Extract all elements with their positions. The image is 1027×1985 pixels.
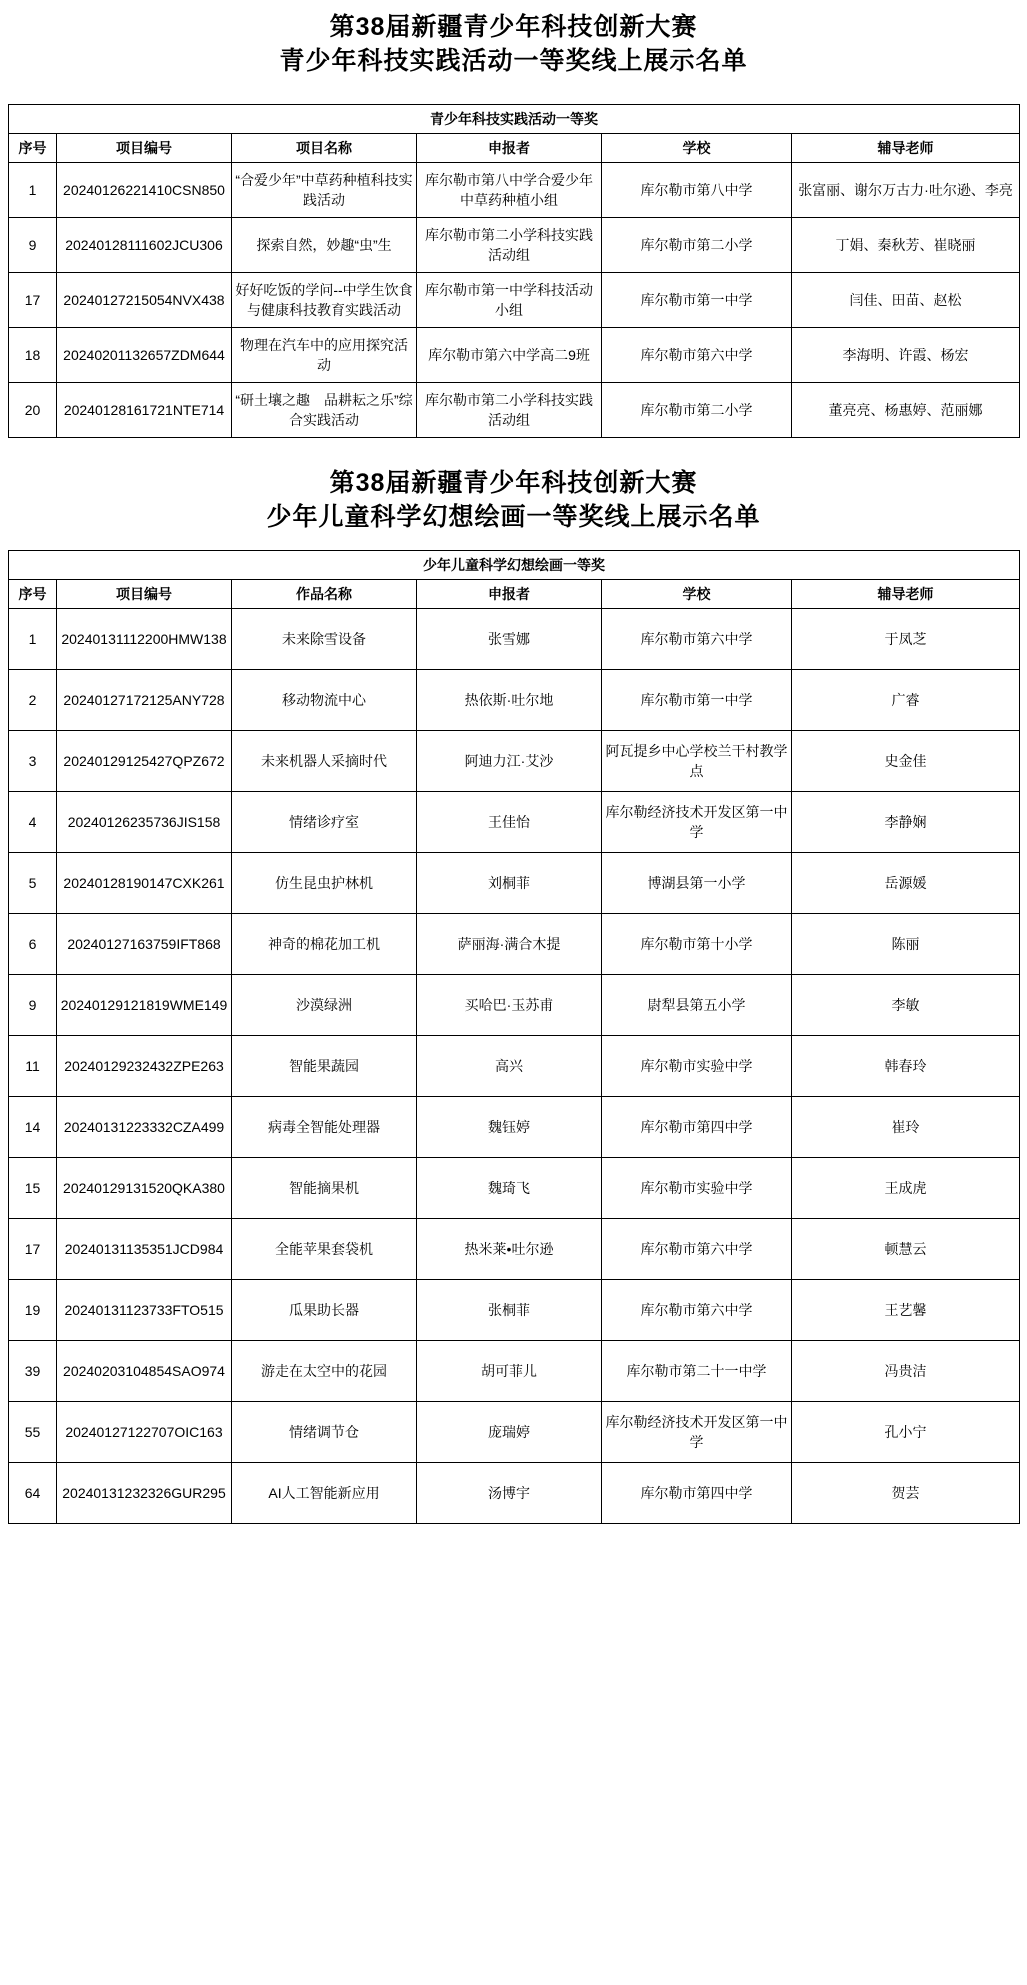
row-school: 库尔勒市第一中学 — [602, 670, 792, 731]
painting-header-seq: 序号 — [9, 580, 57, 609]
row-applicant: 热米莱•吐尔逊 — [417, 1219, 602, 1280]
section2-title-line2: 少年儿童科学幻想绘画一等奖线上展示名单 — [266, 503, 761, 531]
row-school: 库尔勒市第一中学 — [602, 273, 792, 328]
painting-table-header-row — [9, 580, 1020, 609]
section1-title — [8, 0, 1019, 78]
row-seq: 55 — [9, 1402, 57, 1463]
row-applicant: 库尔勒市第六中学高二9班 — [417, 328, 602, 383]
section2-title — [8, 456, 1019, 534]
table-row — [9, 383, 1020, 438]
table-row — [9, 1341, 1020, 1402]
practice-header-teacher: 辅导老师 — [792, 134, 1020, 163]
row-code: 20240127215054NVX438 — [57, 273, 232, 328]
row-school: 库尔勒经济技术开发区第一中学 — [602, 792, 792, 853]
row-code: 20240129121819WME149 — [57, 975, 232, 1036]
row-teacher: 陈丽 — [792, 914, 1020, 975]
practice-award-table — [8, 104, 1020, 438]
row-teacher: 李静娴 — [792, 792, 1020, 853]
table-row — [9, 218, 1020, 273]
row-seq: 17 — [9, 1219, 57, 1280]
row-teacher: 冯贵洁 — [792, 1341, 1020, 1402]
row-seq: 64 — [9, 1463, 57, 1524]
row-school: 库尔勒市第八中学 — [602, 163, 792, 218]
table-row — [9, 914, 1020, 975]
table-row — [9, 1097, 1020, 1158]
row-school: 库尔勒经济技术开发区第一中学 — [602, 1402, 792, 1463]
row-applicant: 王佳怡 — [417, 792, 602, 853]
row-code: 20240126235736JIS158 — [57, 792, 232, 853]
section1-title-line1: 第38届新疆青少年科技创新大赛 — [329, 13, 698, 41]
row-teacher: 董亮亮、杨惠婷、范丽娜 — [792, 383, 1020, 438]
row-work-name: 瓜果助长器 — [232, 1280, 417, 1341]
row-school: 库尔勒市实验中学 — [602, 1036, 792, 1097]
row-work-name: 情绪调节仓 — [232, 1402, 417, 1463]
table-row — [9, 792, 1020, 853]
painting-header-teacher: 辅导老师 — [792, 580, 1020, 609]
practice-header-code: 项目编号 — [57, 134, 232, 163]
row-work-name: 智能果蔬园 — [232, 1036, 417, 1097]
practice-header-seq: 序号 — [9, 134, 57, 163]
row-seq: 9 — [9, 218, 57, 273]
table-row — [9, 1463, 1020, 1524]
row-teacher: 岳源媛 — [792, 853, 1020, 914]
row-teacher: 王成虎 — [792, 1158, 1020, 1219]
row-project-name: 探索自然，妙趣“虫”生 — [232, 218, 417, 273]
row-school: 库尔勒市第六中学 — [602, 1280, 792, 1341]
practice-table-banner-row — [9, 105, 1020, 134]
row-seq: 3 — [9, 731, 57, 792]
row-teacher: 史金佳 — [792, 731, 1020, 792]
table-row — [9, 273, 1020, 328]
row-teacher: 李海明、许霞、杨宏 — [792, 328, 1020, 383]
row-work-name: 智能摘果机 — [232, 1158, 417, 1219]
row-work-name: 游走在太空中的花园 — [232, 1341, 417, 1402]
row-code: 20240128111602JCU306 — [57, 218, 232, 273]
row-project-name: 物理在汽车中的应用探究活动 — [232, 328, 417, 383]
row-teacher: 王艺馨 — [792, 1280, 1020, 1341]
row-code: 20240131123733FTO515 — [57, 1280, 232, 1341]
row-teacher: 崔玲 — [792, 1097, 1020, 1158]
row-school: 库尔勒市第六中学 — [602, 328, 792, 383]
row-school: 库尔勒市第十小学 — [602, 914, 792, 975]
row-school: 博湖县第一小学 — [602, 853, 792, 914]
row-seq: 1 — [9, 163, 57, 218]
row-applicant: 张桐菲 — [417, 1280, 602, 1341]
row-seq: 1 — [9, 609, 57, 670]
practice-table-header-row — [9, 134, 1020, 163]
row-work-name: 全能苹果套袋机 — [232, 1219, 417, 1280]
row-code: 20240127122707OIC163 — [57, 1402, 232, 1463]
row-code: 20240128161721NTE714 — [57, 383, 232, 438]
table-row — [9, 1158, 1020, 1219]
row-school: 库尔勒市实验中学 — [602, 1158, 792, 1219]
practice-header-school: 学校 — [602, 134, 792, 163]
row-work-name: 仿生昆虫护林机 — [232, 853, 417, 914]
row-applicant: 库尔勒市第二小学科技实践活动组 — [417, 383, 602, 438]
table-row — [9, 609, 1020, 670]
row-school: 库尔勒市第二小学 — [602, 218, 792, 273]
row-applicant: 买哈巴·玉苏甫 — [417, 975, 602, 1036]
row-seq: 15 — [9, 1158, 57, 1219]
row-seq: 18 — [9, 328, 57, 383]
row-code: 20240127172125ANY728 — [57, 670, 232, 731]
row-code: 20240131135351JCD984 — [57, 1219, 232, 1280]
row-applicant: 汤博宇 — [417, 1463, 602, 1524]
table-row — [9, 731, 1020, 792]
row-code: 20240131223332CZA499 — [57, 1097, 232, 1158]
practice-table-banner: 青少年科技实践活动一等奖 — [9, 105, 1020, 134]
painting-header-applicant: 申报者 — [417, 580, 602, 609]
section1-title-line2: 青少年科技实践活动一等奖线上展示名单 — [279, 47, 748, 75]
row-seq: 9 — [9, 975, 57, 1036]
row-work-name: 情绪诊疗室 — [232, 792, 417, 853]
table-row — [9, 853, 1020, 914]
row-seq: 6 — [9, 914, 57, 975]
table-row — [9, 1036, 1020, 1097]
row-school: 库尔勒市第二十一中学 — [602, 1341, 792, 1402]
table-row — [9, 1280, 1020, 1341]
row-teacher: 李敏 — [792, 975, 1020, 1036]
painting-header-code: 项目编号 — [57, 580, 232, 609]
row-code: 20240131112200HMW138 — [57, 609, 232, 670]
row-seq: 4 — [9, 792, 57, 853]
row-project-name: “合爱少年”中草药种植科技实践活动 — [232, 163, 417, 218]
row-seq: 20 — [9, 383, 57, 438]
painting-award-table — [8, 550, 1020, 1524]
row-applicant: 库尔勒市第一中学科技活动小组 — [417, 273, 602, 328]
row-teacher: 张富丽、谢尔万古力·吐尔逊、李亮 — [792, 163, 1020, 218]
row-project-name: 好好吃饭的学问--中学生饮食与健康科技教育实践活动 — [232, 273, 417, 328]
painting-header-work-name: 作品名称 — [232, 580, 417, 609]
row-school: 库尔勒市第四中学 — [602, 1097, 792, 1158]
row-teacher: 广睿 — [792, 670, 1020, 731]
row-code: 20240126221410CSN850 — [57, 163, 232, 218]
row-school: 库尔勒市第二小学 — [602, 383, 792, 438]
row-teacher: 孔小宁 — [792, 1402, 1020, 1463]
row-seq: 39 — [9, 1341, 57, 1402]
row-school: 尉犁县第五小学 — [602, 975, 792, 1036]
table-row — [9, 328, 1020, 383]
row-teacher: 贺芸 — [792, 1463, 1020, 1524]
row-project-name: “研土壤之趣 品耕耘之乐”综合实践活动 — [232, 383, 417, 438]
row-seq: 2 — [9, 670, 57, 731]
painting-table-banner: 少年儿童科学幻想绘画一等奖 — [9, 551, 1020, 580]
row-code: 20240201132657ZDM644 — [57, 328, 232, 383]
table-row — [9, 670, 1020, 731]
row-work-name: 移动物流中心 — [232, 670, 417, 731]
row-teacher: 顿慧云 — [792, 1219, 1020, 1280]
painting-table-banner-row — [9, 551, 1020, 580]
row-work-name: 病毒全智能处理器 — [232, 1097, 417, 1158]
row-applicant: 热依斯·吐尔地 — [417, 670, 602, 731]
row-teacher: 于凤芝 — [792, 609, 1020, 670]
row-applicant: 胡可菲儿 — [417, 1341, 602, 1402]
row-code: 20240203104854SAO974 — [57, 1341, 232, 1402]
row-code: 20240129125427QPZ672 — [57, 731, 232, 792]
row-applicant: 库尔勒市第二小学科技实践活动组 — [417, 218, 602, 273]
row-applicant: 库尔勒市第八中学合爱少年中草药种植小组 — [417, 163, 602, 218]
row-code: 20240127163759IFT868 — [57, 914, 232, 975]
row-work-name: 沙漠绿洲 — [232, 975, 417, 1036]
row-teacher: 丁娟、秦秋芳、崔晓丽 — [792, 218, 1020, 273]
table-row — [9, 975, 1020, 1036]
row-applicant: 萨丽海·满合木提 — [417, 914, 602, 975]
painting-header-school: 学校 — [602, 580, 792, 609]
practice-header-project-name: 项目名称 — [232, 134, 417, 163]
row-teacher: 韩春玲 — [792, 1036, 1020, 1097]
row-applicant: 阿迪力江·艾沙 — [417, 731, 602, 792]
row-seq: 19 — [9, 1280, 57, 1341]
section2-title-line1: 第38届新疆青少年科技创新大赛 — [329, 469, 698, 497]
row-work-name: 神奇的棉花加工机 — [232, 914, 417, 975]
row-work-name: 未来机器人采摘时代 — [232, 731, 417, 792]
row-applicant: 刘桐菲 — [417, 853, 602, 914]
row-applicant: 张雪娜 — [417, 609, 602, 670]
row-code: 20240128190147CXK261 — [57, 853, 232, 914]
row-applicant: 庞瑞婷 — [417, 1402, 602, 1463]
row-seq: 14 — [9, 1097, 57, 1158]
row-applicant: 魏钰婷 — [417, 1097, 602, 1158]
practice-header-applicant: 申报者 — [417, 134, 602, 163]
row-code: 20240129232432ZPE263 — [57, 1036, 232, 1097]
row-seq: 5 — [9, 853, 57, 914]
row-applicant: 魏琦飞 — [417, 1158, 602, 1219]
row-seq: 17 — [9, 273, 57, 328]
row-school: 阿瓦提乡中心学校兰干村教学点 — [602, 731, 792, 792]
row-seq: 11 — [9, 1036, 57, 1097]
row-code: 20240131232326GUR295 — [57, 1463, 232, 1524]
row-code: 20240129131520QKA380 — [57, 1158, 232, 1219]
row-applicant: 高兴 — [417, 1036, 602, 1097]
row-work-name: AI人工智能新应用 — [232, 1463, 417, 1524]
row-teacher: 闫佳、田苗、赵松 — [792, 273, 1020, 328]
row-school: 库尔勒市第六中学 — [602, 1219, 792, 1280]
table-row — [9, 1219, 1020, 1280]
row-school: 库尔勒市第四中学 — [602, 1463, 792, 1524]
row-work-name: 未来除雪设备 — [232, 609, 417, 670]
table-row — [9, 1402, 1020, 1463]
row-school: 库尔勒市第六中学 — [602, 609, 792, 670]
table-row — [9, 163, 1020, 218]
